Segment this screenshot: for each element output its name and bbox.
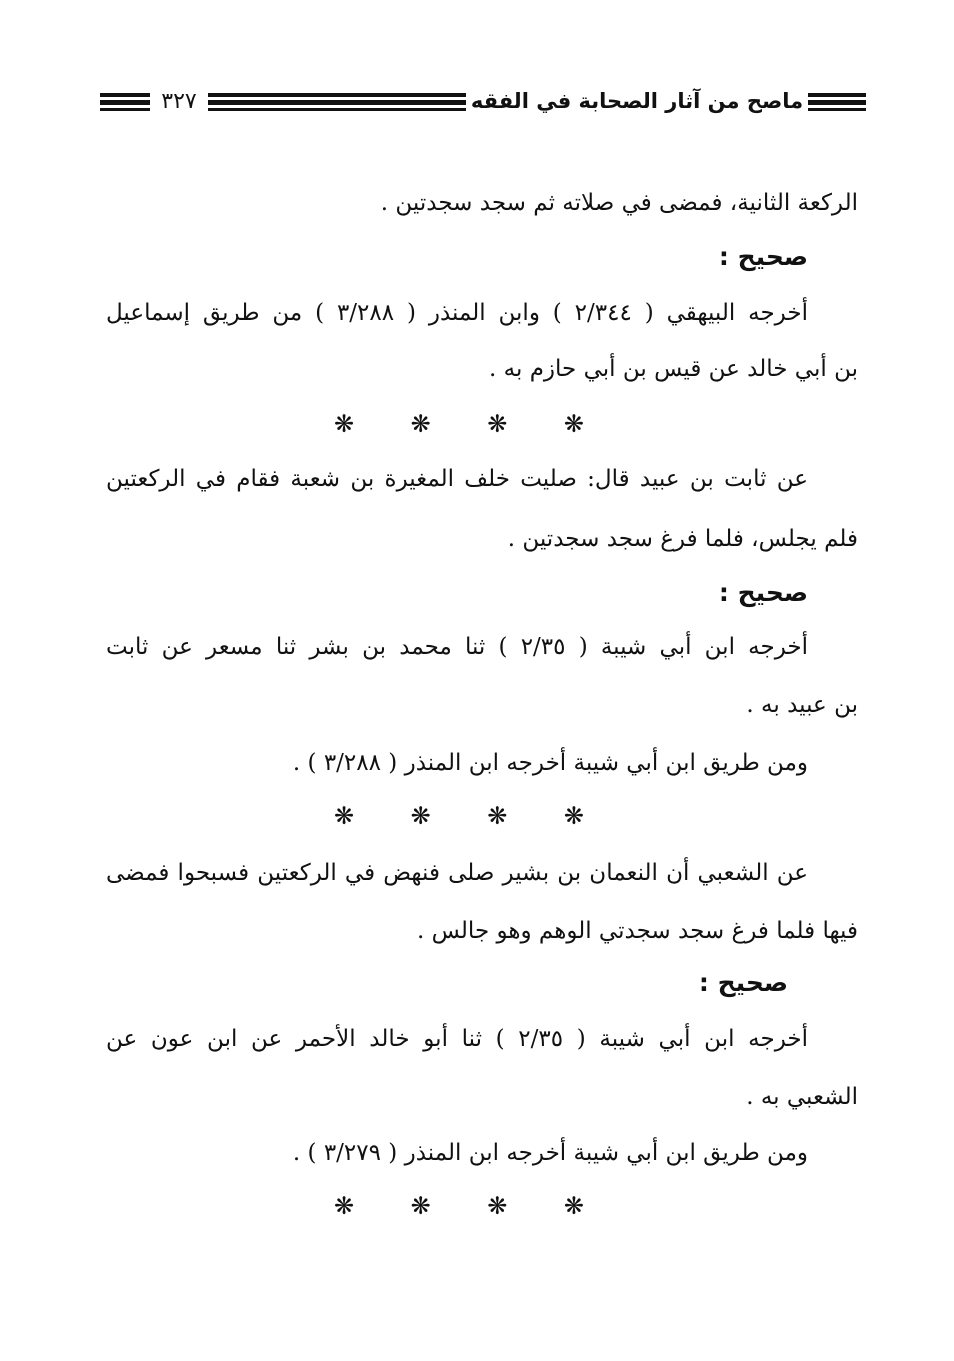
text-line: فيها فلما فرغ سجد سجدتي الوهم وهو جالس . xyxy=(416,918,858,944)
text-line: عن ثابت بن عبيد قال: صليت خلف المغيرة بن شعبة فقام في الركعتين xyxy=(106,466,808,492)
divider-star: ❋ xyxy=(410,802,431,830)
text-line: ومن طريق ابن أبي شيبة أخرجه ابن المنذر ( ٣/٢٨٨ ) . xyxy=(292,750,808,776)
divider-star: ❋ xyxy=(333,410,355,438)
divider-star: ❋ xyxy=(563,410,585,438)
text-line: الركعة الثانية، فمضى في صلاته ثم سجد سجدتين . xyxy=(380,190,858,216)
section-heading: صحيح : xyxy=(698,968,788,997)
running-header xyxy=(100,86,870,120)
text-line: أخرجه ابن أبي شيبة ( ٢/٣٥ ) ثنا أبو خالد الأحمر عن ابن عون عن xyxy=(106,1026,808,1052)
divider-star: ❋ xyxy=(563,802,585,830)
text-line: الشعبي به . xyxy=(746,1084,858,1110)
text-line: ومن طريق ابن أبي شيبة أخرجه ابن المنذر ( ٣/٢٧٩ ) . xyxy=(292,1140,808,1166)
text-line: بن عبيد به . xyxy=(746,692,858,718)
section-divider xyxy=(330,1192,588,1220)
header-rule-left xyxy=(100,93,150,113)
text-line: فلم يجلس، فلما فرغ سجد سجدتين . xyxy=(507,526,858,552)
divider-star: ❋ xyxy=(410,410,431,438)
divider-star: ❋ xyxy=(333,1192,355,1220)
text-line: أخرجه البيهقي ( ٢/٣٤٤ ) وابن المنذر ( ٣/٢٨٨ ) من طريق إسماعيل xyxy=(106,300,808,326)
header-rule-middle xyxy=(208,93,466,113)
section-divider xyxy=(330,410,588,438)
header-rule-right xyxy=(808,93,866,113)
section-heading: صحيح : xyxy=(718,578,808,607)
text-line: أخرجه ابن أبي شيبة ( ٢/٣٥ ) ثنا محمد بن بشر ثنا مسعر عن ثابت xyxy=(106,634,808,660)
running-title: ماصح من آثار الصحابة في الفقه xyxy=(470,89,804,113)
divider-star: ❋ xyxy=(487,802,508,830)
divider-star: ❋ xyxy=(563,1192,585,1220)
divider-star: ❋ xyxy=(333,802,355,830)
section-divider xyxy=(330,802,588,830)
text-line: بن أبي خالد عن قيس بن أبي حازم به . xyxy=(489,356,858,382)
text-line: عن الشعبي أن النعمان بن بشير صلى فنهض في الركعتين فسبحوا فمضى xyxy=(106,860,808,886)
divider-star: ❋ xyxy=(487,1192,508,1220)
section-heading: صحيح : xyxy=(718,242,808,271)
page-number: ٣٢٧ xyxy=(161,89,197,114)
divider-star: ❋ xyxy=(487,410,508,438)
divider-star: ❋ xyxy=(410,1192,431,1220)
